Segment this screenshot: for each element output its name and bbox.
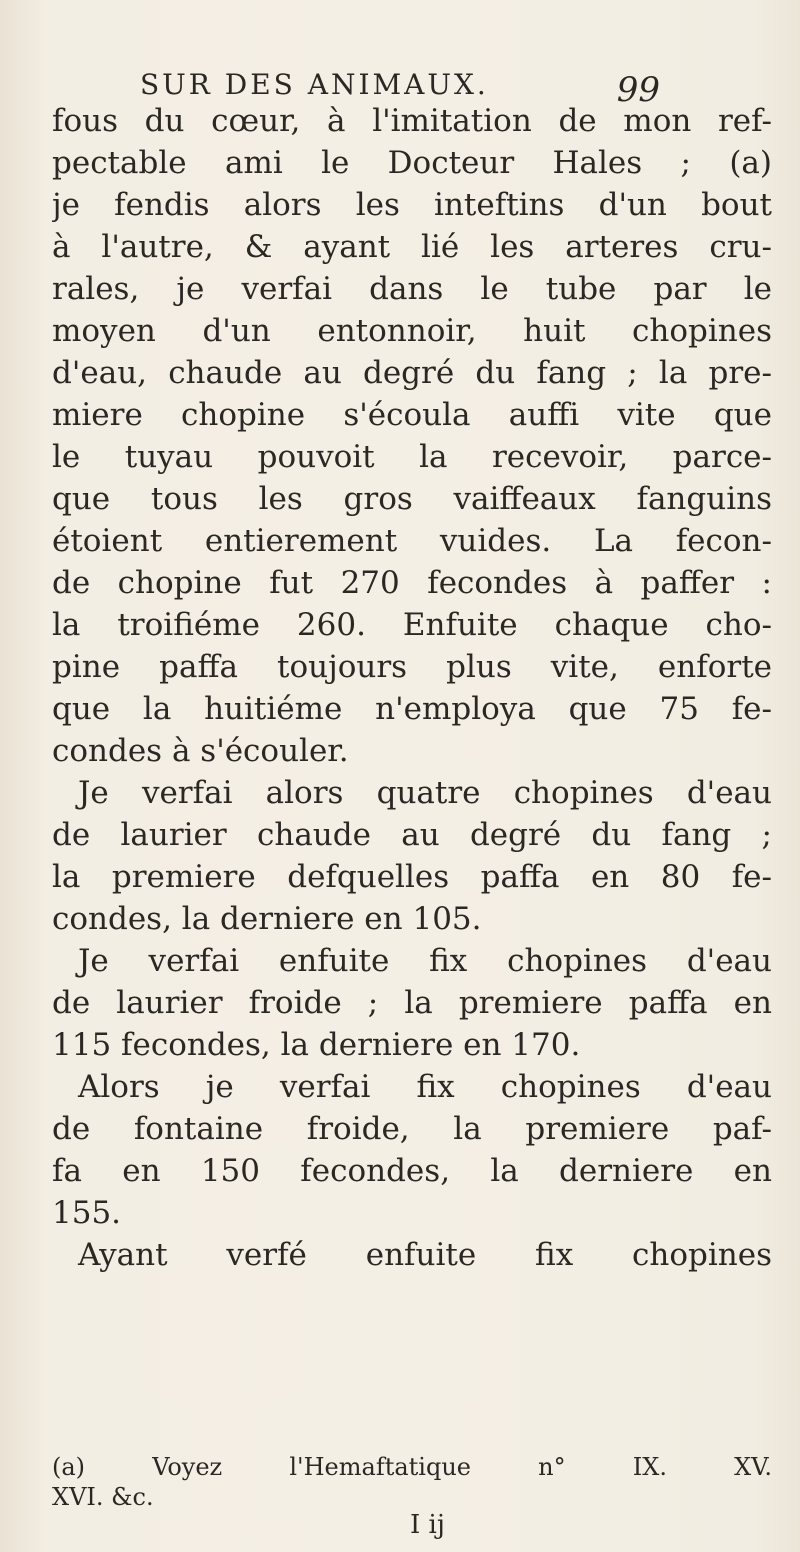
text-line: d'eau, chaude au degré du fang ; la pre- xyxy=(52,355,772,391)
text-line: de chopine fut 270 fecondes à paffer : xyxy=(52,565,772,601)
text-line: le tuyau pouvoit la recevoir, parce- xyxy=(52,439,772,475)
text-line: miere chopine s'écoula auffi vite que xyxy=(52,397,772,433)
text-line: pine paffa toujours plus vite, enforte xyxy=(52,649,772,685)
text-line: que la huitiéme n'employa que 75 fe- xyxy=(52,691,772,727)
running-head: SUR DES ANIMAUX. xyxy=(140,68,489,101)
text-line: je fendis alors les inteftins d'un bout xyxy=(52,187,772,223)
text-line: Je verfai alors quatre chopines d'eau xyxy=(78,775,772,811)
text-line: fous du cœur, à l'imitation de mon ref- xyxy=(52,103,772,139)
footnote-line: XVI. &c. xyxy=(52,1483,154,1511)
body-text xyxy=(52,100,772,1276)
text-line: condes à s'écouler. xyxy=(52,733,349,769)
text-line: de fontaine froide, la premiere paf- xyxy=(52,1111,772,1147)
text-line: fa en 150 fecondes, la derniere en xyxy=(52,1153,772,1189)
text-line: Je verfai enfuite fix chopines d'eau xyxy=(78,943,772,979)
text-line: étoient entierement vuides. La fecon- xyxy=(52,523,772,559)
text-line: Alors je verfai fix chopines d'eau xyxy=(78,1069,772,1105)
text-line: pectable ami le Docteur Hales ; (a) xyxy=(52,145,772,181)
text-line: à l'autre, & ayant lié les arteres cru- xyxy=(52,229,772,265)
text-line: condes, la derniere en 105. xyxy=(52,901,482,937)
text-line: rales, je verfai dans le tube par le xyxy=(52,271,772,307)
text-line: que tous les gros vaiffeaux fanguins xyxy=(52,481,772,517)
text-line: de laurier froide ; la premiere paffa en xyxy=(52,985,772,1021)
page-number: 99 xyxy=(616,70,660,110)
text-line: la troifiéme 260. Enfuite chaque cho- xyxy=(52,607,772,643)
footnote xyxy=(52,1452,772,1512)
text-line: la premiere defquelles paffa en 80 fe- xyxy=(52,859,772,895)
signature-mark: I ij xyxy=(410,1510,445,1540)
footnote-line: (a) Voyez l'Hemaftatique n° IX. XV. xyxy=(52,1453,772,1481)
text-line: moyen d'un entonnoir, huit chopines xyxy=(52,313,772,349)
text-line: de laurier chaude au degré du fang ; xyxy=(52,817,772,853)
text-line: 115 fecondes, la derniere en 170. xyxy=(52,1027,581,1063)
text-line: Ayant verfé enfuite fix chopines xyxy=(78,1237,772,1273)
text-line: 155. xyxy=(52,1195,122,1231)
